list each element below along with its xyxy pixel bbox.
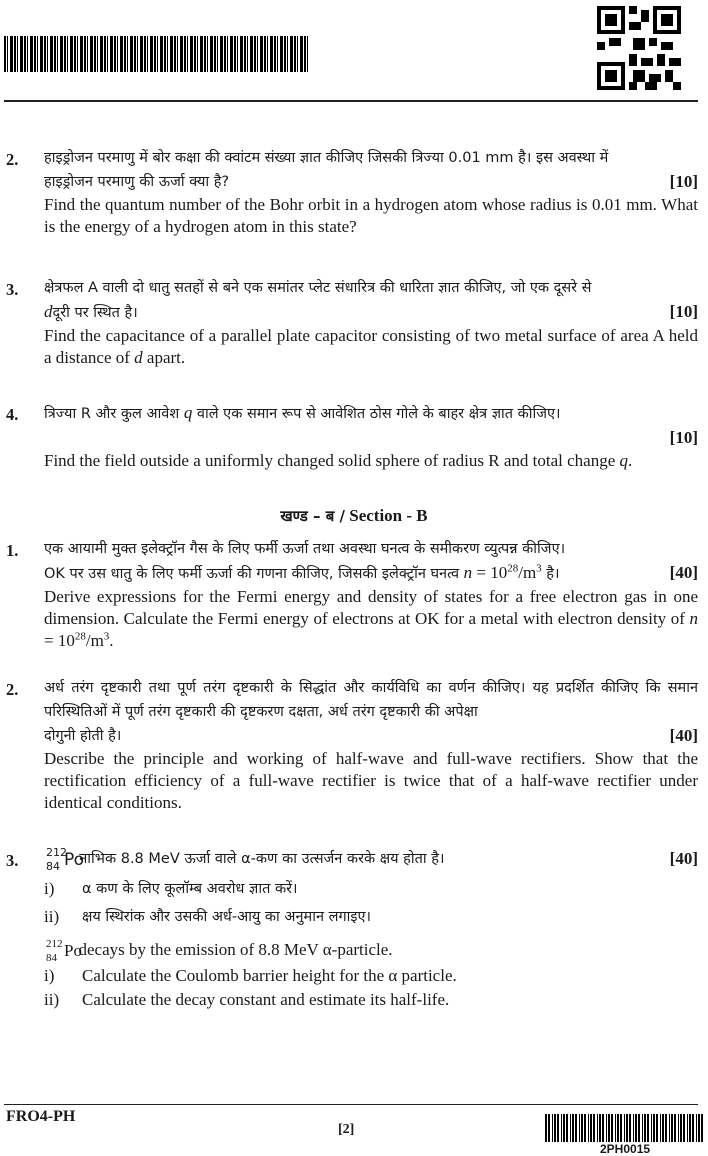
question-number: 1. [6, 541, 19, 560]
math-variable: d [44, 302, 53, 321]
question-a3 [44, 276, 698, 369]
nuclide-symbol: 212 84 Po [46, 938, 82, 964]
math-variable: q [183, 403, 193, 422]
question-a4 [44, 401, 698, 472]
top-rule [4, 100, 698, 102]
question-english: decays by the emission of 8.8 MeV α-particle. [78, 940, 393, 959]
question-english: apart. [146, 348, 186, 367]
sub-question: ii) क्षय स्थिरांक और उसकी अर्ध-आयु का अनुमान लगाइए। [44, 907, 371, 926]
marks-label: [40] [669, 849, 698, 868]
marks-label: [10] [669, 172, 698, 191]
marks-label: [40] [669, 726, 698, 745]
question-number: 3. [6, 280, 19, 299]
paper-code: FRO4-PH [6, 1108, 76, 1125]
question-hindi-line: हाइड्रोजन परमाणु में बोर कक्षा की क्वांटम संख्या ज्ञात कीजिए जिसकी त्रिज्या 0.01 mm है। इस अवस्था में [44, 150, 609, 166]
section-heading-english: Section - B [349, 506, 428, 525]
question-number: 3. [6, 851, 19, 870]
math-variable: d [134, 348, 143, 367]
question-number: 2. [6, 150, 19, 169]
question-hindi-line: दूरी पर स्थित है। [52, 305, 138, 321]
question-hindi-line: है। [546, 566, 560, 582]
question-number: 4. [6, 405, 19, 424]
question-b2 [44, 676, 698, 814]
question-english: Describe the principle and working of half-wave and full-wave rectifiers. Show that the rectification efficiency of a full-wave rectifier is twice that of a half-wave rectifier under identical conditions. [44, 749, 698, 812]
question-hindi-line: त्रिज्या R और कुल आवेश [44, 406, 180, 422]
question-english: Find the capacitance of a parallel plate capacitor consisting of two metal surface of area A held a distance of [44, 326, 698, 367]
question-english: Find the quantum number of the Bohr orbit in a hydrogen atom whose radius is 0.01 mm. What is the energy of a hydrogen atom in this state? [44, 195, 698, 236]
sub-question: i) α कण के लिए कूलॉम्ब अवरोध ज्ञात करें। [44, 879, 298, 898]
barcode-top [4, 36, 308, 72]
question-hindi-line: हाइड्रोजन परमाणु की ऊर्जा क्या है? [44, 174, 230, 190]
question-english: Derive expressions for the Fermi energy and density of states for a free electron gas in one dimension. Calculate the Fermi energy of electrons at OK for a metal with electron density of [44, 587, 698, 628]
marks-label: [10] [669, 428, 698, 447]
question-hindi-line: एक आयामी मुक्त इलेक्ट्रॉन गैस के लिए फर्मी ऊर्जा तथा अवस्था घनत्व के समीकरण व्युत्पन्न कीजिए। [44, 541, 566, 557]
equation: $n = 10^{28}/m^3$ [44, 609, 698, 650]
question-hindi-line: वाले एक समान रूप से आवेशित ठोस गोले के बाहर क्षेत्र ज्ञात कीजिए। [196, 406, 561, 422]
section-heading [0, 506, 708, 526]
equation: $n = 10^{28}/m^3$ [463, 562, 542, 582]
barcode-bottom [545, 1114, 703, 1142]
question-english: Find the field outside a uniformly changed solid sphere of radius R and total change [44, 451, 616, 470]
barcode-text: 2PH0015 [600, 1142, 651, 1156]
question-hindi-line: क्षेत्रफल A वाली दो धातु सतहों से बने एक समांतर प्लेट संधारित्र की धारिता ज्ञात कीजिए, जो एक दूसरे से [44, 280, 592, 296]
marks-label: [40] [669, 563, 698, 582]
question-hindi-line: OK पर उस धातु के लिए फर्मी ऊर्जा की गणना कीजिए, जिसकी इलेक्ट्रॉन घनत्व [44, 566, 460, 582]
bottom-rule [4, 1104, 698, 1105]
qr-code [597, 6, 681, 90]
sub-question: i) Calculate the Coulomb barrier height for the α particle. [44, 966, 457, 985]
nuclide-symbol: 212 84 Po [46, 846, 85, 873]
question-b1: एक आयामी मुक्त इलेक्ट्रॉन गैस के लिए फर्मी ऊर्जा तथा अवस्था घनत्व के समीकरण व्युत्पन्न कीजिए। OK पर उस धातु के लिए फर्मी ऊर्जा की गणना कीजिए, जिसकी इलेक्ट्रॉन घनत्व $n = 10^{28}/m^3$ है। [40] Derive expressions for the Fermi energy and density of states for a free electron gas in one dimension. Calculate the Fermi energy of electrons at OK for a metal with electron density of $n = 10^{28}/m^3$. [44, 537, 698, 652]
section-heading-hindi: खण्ड – ब / [280, 507, 345, 525]
question-hindi-line: नाभिक 8.8 MeV ऊर्जा वाले α-कण का उत्सर्जन करके क्षय होता है। [79, 851, 445, 867]
marks-label: [10] [669, 302, 698, 321]
sub-question: ii) Calculate the decay constant and estimate its half-life. [44, 990, 450, 1009]
question-english: . [628, 451, 633, 470]
question-hindi-line: अर्ध तरंग दृष्टकारी तथा पूर्ण तरंग दृष्टकारी के सिद्धांत और कार्यविधि का वर्णन कीजिए। यह प्रदर्शित कीजिए कि समान परिस्थितिओं में पूर्ण तरंग दृष्टकारी की दृष्टकरण दक्षता, अर्ध तरंग दृष्टकारी की अपेक्षा [44, 680, 698, 720]
math-variable: q [619, 451, 629, 470]
page-number: [2] [338, 1122, 355, 1137]
question-number: 2. [6, 680, 19, 699]
question-b3 [44, 847, 698, 1011]
question-hindi-line: दोगुनी होती है। [44, 728, 122, 744]
question-a2 [44, 146, 698, 238]
